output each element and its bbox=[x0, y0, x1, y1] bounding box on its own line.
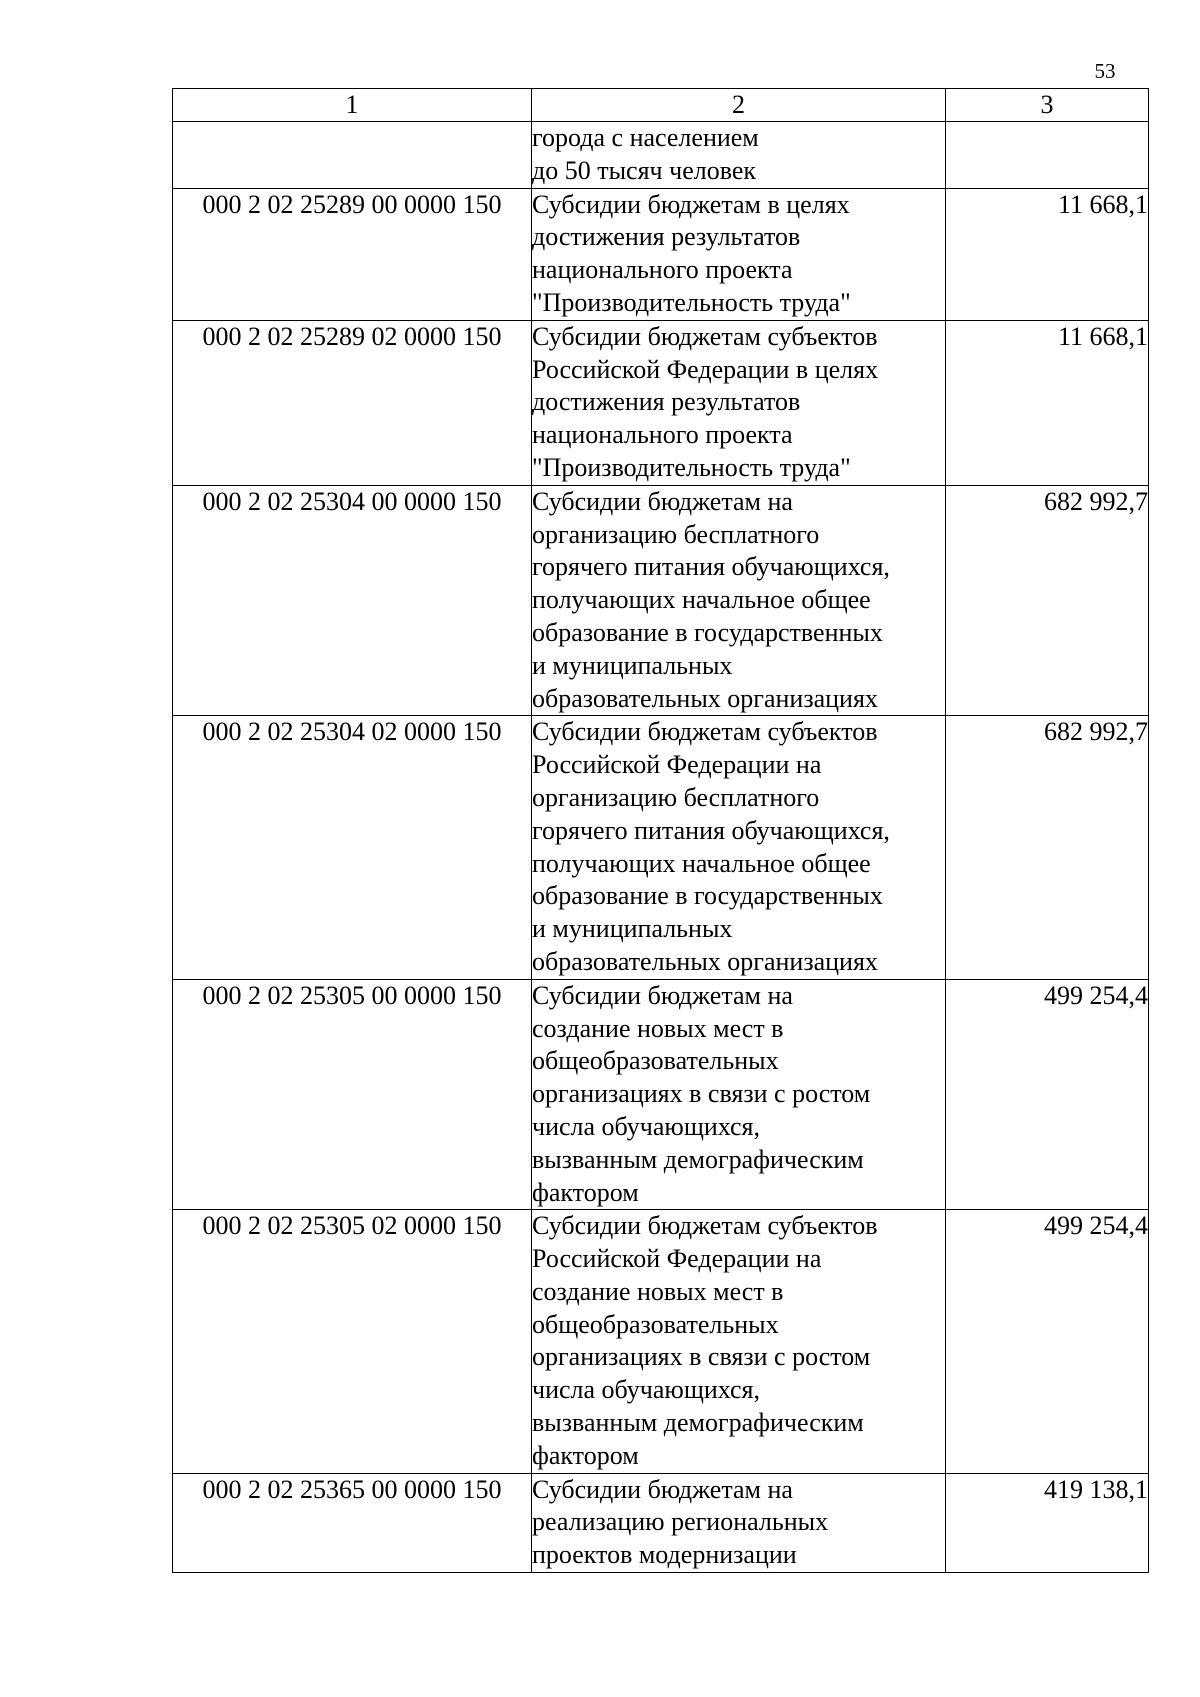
table-row bbox=[173, 122, 1149, 189]
table-row bbox=[173, 1210, 1149, 1473]
row-description: Субсидии бюджетам субъектов Российской Федерации на организацию бесплатного горячего питания обучающихся, получающих начальное общее образование в государственных и муниципальных образовательных организациях bbox=[532, 716, 946, 979]
row-amount: 682 992,7 bbox=[946, 485, 1149, 716]
column-header-description: 2 bbox=[532, 89, 946, 122]
row-amount: 419 138,1 bbox=[946, 1473, 1149, 1572]
table-row bbox=[173, 1473, 1149, 1572]
row-code: 000 2 02 25304 00 0000 150 bbox=[173, 485, 532, 716]
table-row bbox=[173, 320, 1149, 485]
column-header-code: 1 bbox=[173, 89, 532, 122]
row-code bbox=[173, 122, 532, 189]
row-code: 000 2 02 25289 00 0000 150 bbox=[173, 188, 532, 320]
budget-revenue-table bbox=[172, 88, 1149, 1573]
row-amount bbox=[946, 122, 1149, 189]
row-description: Субсидии бюджетам субъектов Российской Федерации на создание новых мест в общеобразовательных организациях в связи с ростом числа обучающихся, вызванным демографическим фактором bbox=[532, 1210, 946, 1473]
row-code: 000 2 02 25305 00 0000 150 bbox=[173, 979, 532, 1210]
row-description: Субсидии бюджетам на реализацию региональных проектов модернизации bbox=[532, 1473, 946, 1572]
row-description: Субсидии бюджетам на создание новых мест в общеобразовательных организациях в связи с ростом числа обучающихся, вызванным демографическим фактором bbox=[532, 979, 946, 1210]
row-amount: 499 254,4 bbox=[946, 1210, 1149, 1473]
row-code: 000 2 02 25365 00 0000 150 bbox=[173, 1473, 532, 1572]
table-row bbox=[173, 188, 1149, 320]
table-row bbox=[173, 485, 1149, 716]
column-header-amount: 3 bbox=[946, 89, 1149, 122]
page-number: 53 bbox=[1094, 59, 1116, 83]
row-amount: 11 668,1 bbox=[946, 320, 1149, 485]
row-description: Субсидии бюджетам на организацию бесплатного горячего питания обучающихся, получающих начальное общее образование в государственных и муниципальных образовательных организациях bbox=[532, 485, 946, 716]
row-code: 000 2 02 25304 02 0000 150 bbox=[173, 716, 532, 979]
row-amount: 499 254,4 bbox=[946, 979, 1149, 1210]
table-header-row bbox=[173, 89, 1149, 122]
row-amount: 11 668,1 bbox=[946, 188, 1149, 320]
row-description: Субсидии бюджетам в целях достижения результатов национального проекта "Производительность труда" bbox=[532, 188, 946, 320]
table-row bbox=[173, 716, 1149, 979]
row-code: 000 2 02 25289 02 0000 150 bbox=[173, 320, 532, 485]
row-code: 000 2 02 25305 02 0000 150 bbox=[173, 1210, 532, 1473]
row-description: Субсидии бюджетам субъектов Российской Федерации в целях достижения результатов национального проекта "Производительность труда" bbox=[532, 320, 946, 485]
table-row bbox=[173, 979, 1149, 1210]
row-description: города с населением до 50 тысяч человек bbox=[532, 122, 946, 189]
row-amount: 682 992,7 bbox=[946, 716, 1149, 979]
